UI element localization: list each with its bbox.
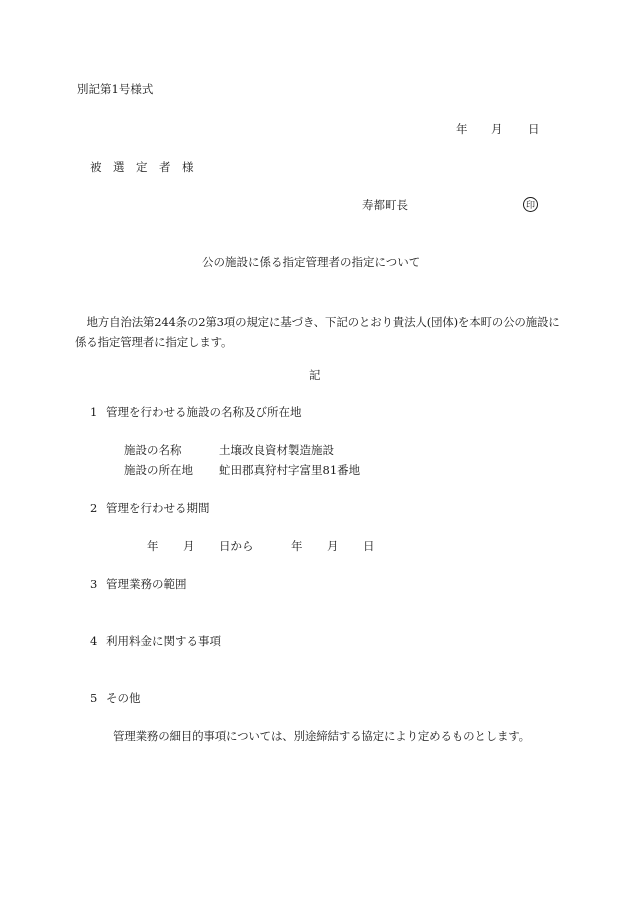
section-heading: 管理を行わせる期間	[106, 501, 210, 515]
period-to-day: 日	[363, 539, 375, 553]
facility-name-value: 土壌改良資材製造施設	[219, 443, 334, 457]
section-number: 1	[90, 405, 98, 419]
period-to-year: 年	[291, 539, 303, 553]
body-paragraph: 地方自治法第244条の2第3項の規定に基づき、下記のとおり貴法人(団体)を本町の公の施設に係る指定管理者に指定します。	[75, 315, 560, 349]
section-heading: 管理業務の範囲	[106, 577, 187, 591]
section-number: 3	[90, 577, 98, 591]
section-heading: その他	[106, 691, 141, 705]
facility-location-value: 虻田郡真狩村字富里81番地	[219, 463, 361, 477]
ki-label: 記	[309, 368, 321, 382]
period-from-month: 月	[183, 539, 195, 553]
form-label: 別記第1号様式	[77, 82, 154, 96]
sender-name: 寿都町長	[362, 198, 408, 212]
date-month: 月	[491, 122, 503, 136]
other-text: 管理業務の細目的事項については、別途締結する協定により定めるものとします。	[113, 729, 530, 743]
period-from-day: 日から	[219, 539, 254, 553]
section-number: 2	[90, 501, 98, 515]
section-heading: 利用料金に関する事項	[106, 634, 221, 648]
addressee: 被 選 定 者 様	[90, 160, 194, 174]
document-title: 公の施設に係る指定管理者の指定について	[202, 255, 421, 269]
period-to-month: 月	[327, 539, 339, 553]
date-day: 日	[528, 122, 540, 136]
seal-mark: 印	[523, 197, 538, 212]
facility-location-label: 施設の所在地	[124, 463, 193, 477]
facility-name-label: 施設の名称	[124, 443, 182, 457]
date-year: 年	[456, 122, 468, 136]
section-heading: 管理を行わせる施設の名称及び所在地	[106, 405, 302, 419]
period-from-year: 年	[147, 539, 159, 553]
section-number: 4	[90, 634, 98, 648]
section-number: 5	[90, 691, 98, 705]
